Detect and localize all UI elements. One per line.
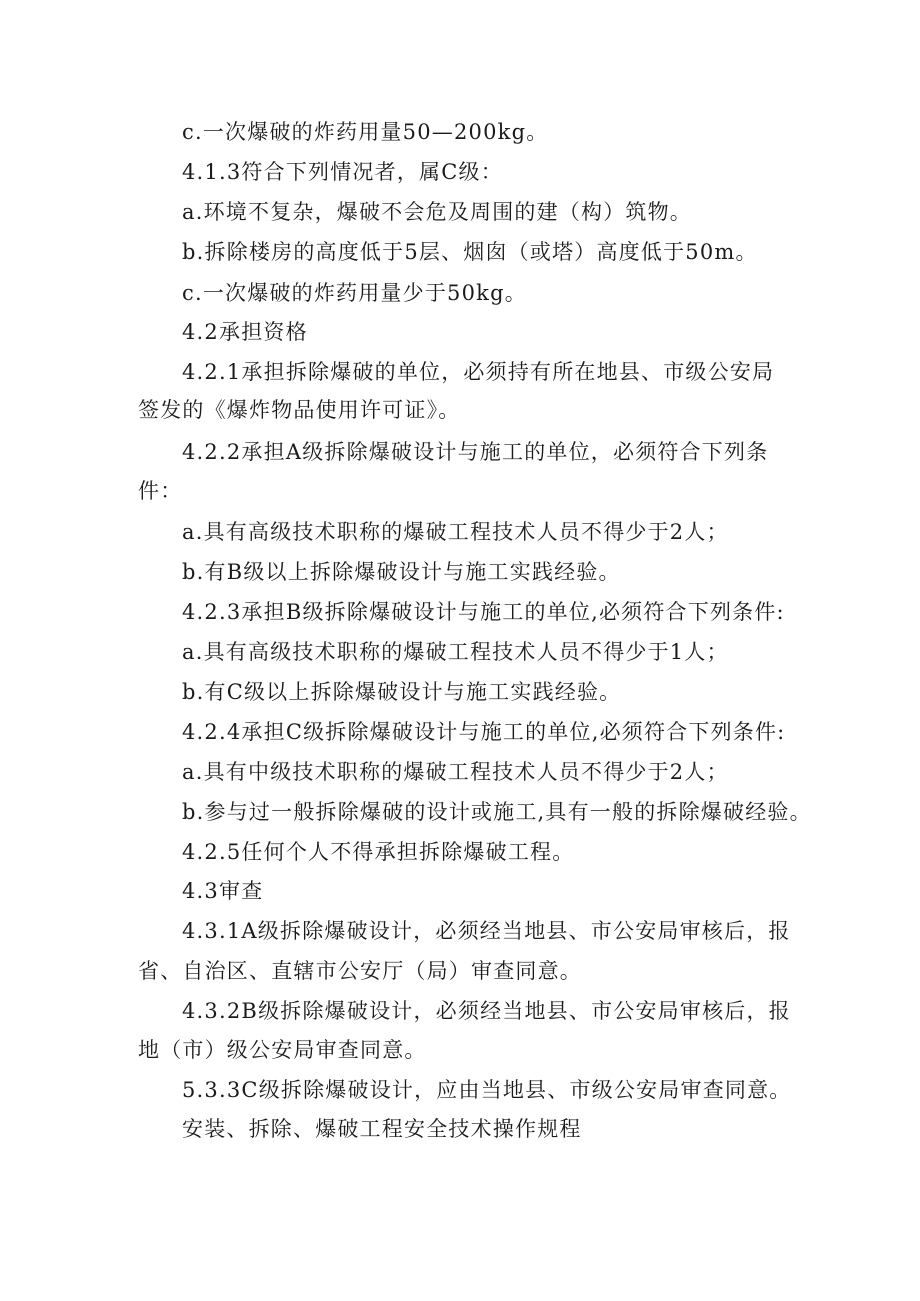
text-line: 4.3.1A级拆除爆破设计，必须经当地县、市公安局审核后，报 — [182, 919, 791, 943]
text-line: 4.2.4承担C级拆除爆破设计与施工的单位,必须符合下列条件: — [182, 720, 786, 744]
text-line: b.有B级以上拆除爆破设计与施工实践经验。 — [182, 560, 621, 584]
document-title-line: 安装、拆除、爆破工程安全技术操作规程 — [182, 1117, 582, 1141]
text-line: 地（市）级公安局审查同意。 — [138, 1038, 427, 1062]
text-line: c.一次爆破的炸药用量50—200kg。 — [182, 120, 549, 144]
text-line: 4.3.2B级拆除爆破设计，必须经当地县、市公安局审核后，报 — [182, 999, 791, 1023]
text-line: b.有C级以上拆除爆破设计与施工实践经验。 — [182, 680, 622, 704]
text-line: 签发的《爆炸物品使用许可证》。 — [138, 398, 461, 422]
text-line: 件： — [138, 479, 183, 503]
section-heading: 4.3审查 — [182, 879, 264, 903]
text-line: a.具有高级技术职称的爆破工程技术人员不得少于2人； — [182, 520, 729, 544]
text-line: 4.2.2承担A级拆除爆破设计与施工的单位，必须符合下列条 — [182, 440, 769, 464]
section-heading: 4.2承担资格 — [182, 320, 308, 344]
text-line: a.具有高级技术职称的爆破工程技术人员不得少于1人； — [182, 640, 729, 664]
text-line: 4.1.3符合下列情况者，属C级： — [182, 160, 503, 184]
text-line: a.具有中级技术职称的爆破工程技术人员不得少于2人； — [182, 760, 729, 784]
text-line: b.参与过一般拆除爆破的设计或施工,具有一般的拆除爆破经验。 — [182, 800, 812, 824]
text-line: 4.2.5任何个人不得承担拆除爆破工程。 — [182, 840, 575, 864]
text-line: 5.3.3C级拆除爆破设计，应由当地县、市级公安局审查同意。 — [182, 1078, 792, 1102]
text-line: b.拆除楼房的高度低于5层、烟囱（或塔）高度低于50m。 — [182, 240, 758, 264]
text-line: 省、自治区、直辖市公安厅（局）审查同意。 — [138, 959, 582, 983]
text-line: a.环境不复杂，爆破不会危及周围的建（构）筑物。 — [182, 200, 692, 224]
text-line: 4.2.1承担拆除爆破的单位，必须持有所在地县、市级公安局 — [182, 360, 775, 384]
text-line: 4.2.3承担B级拆除爆破设计与施工的单位,必须符合下列条件: — [182, 600, 785, 624]
text-line: c.一次爆破的炸药用量少于50kg。 — [182, 281, 527, 305]
